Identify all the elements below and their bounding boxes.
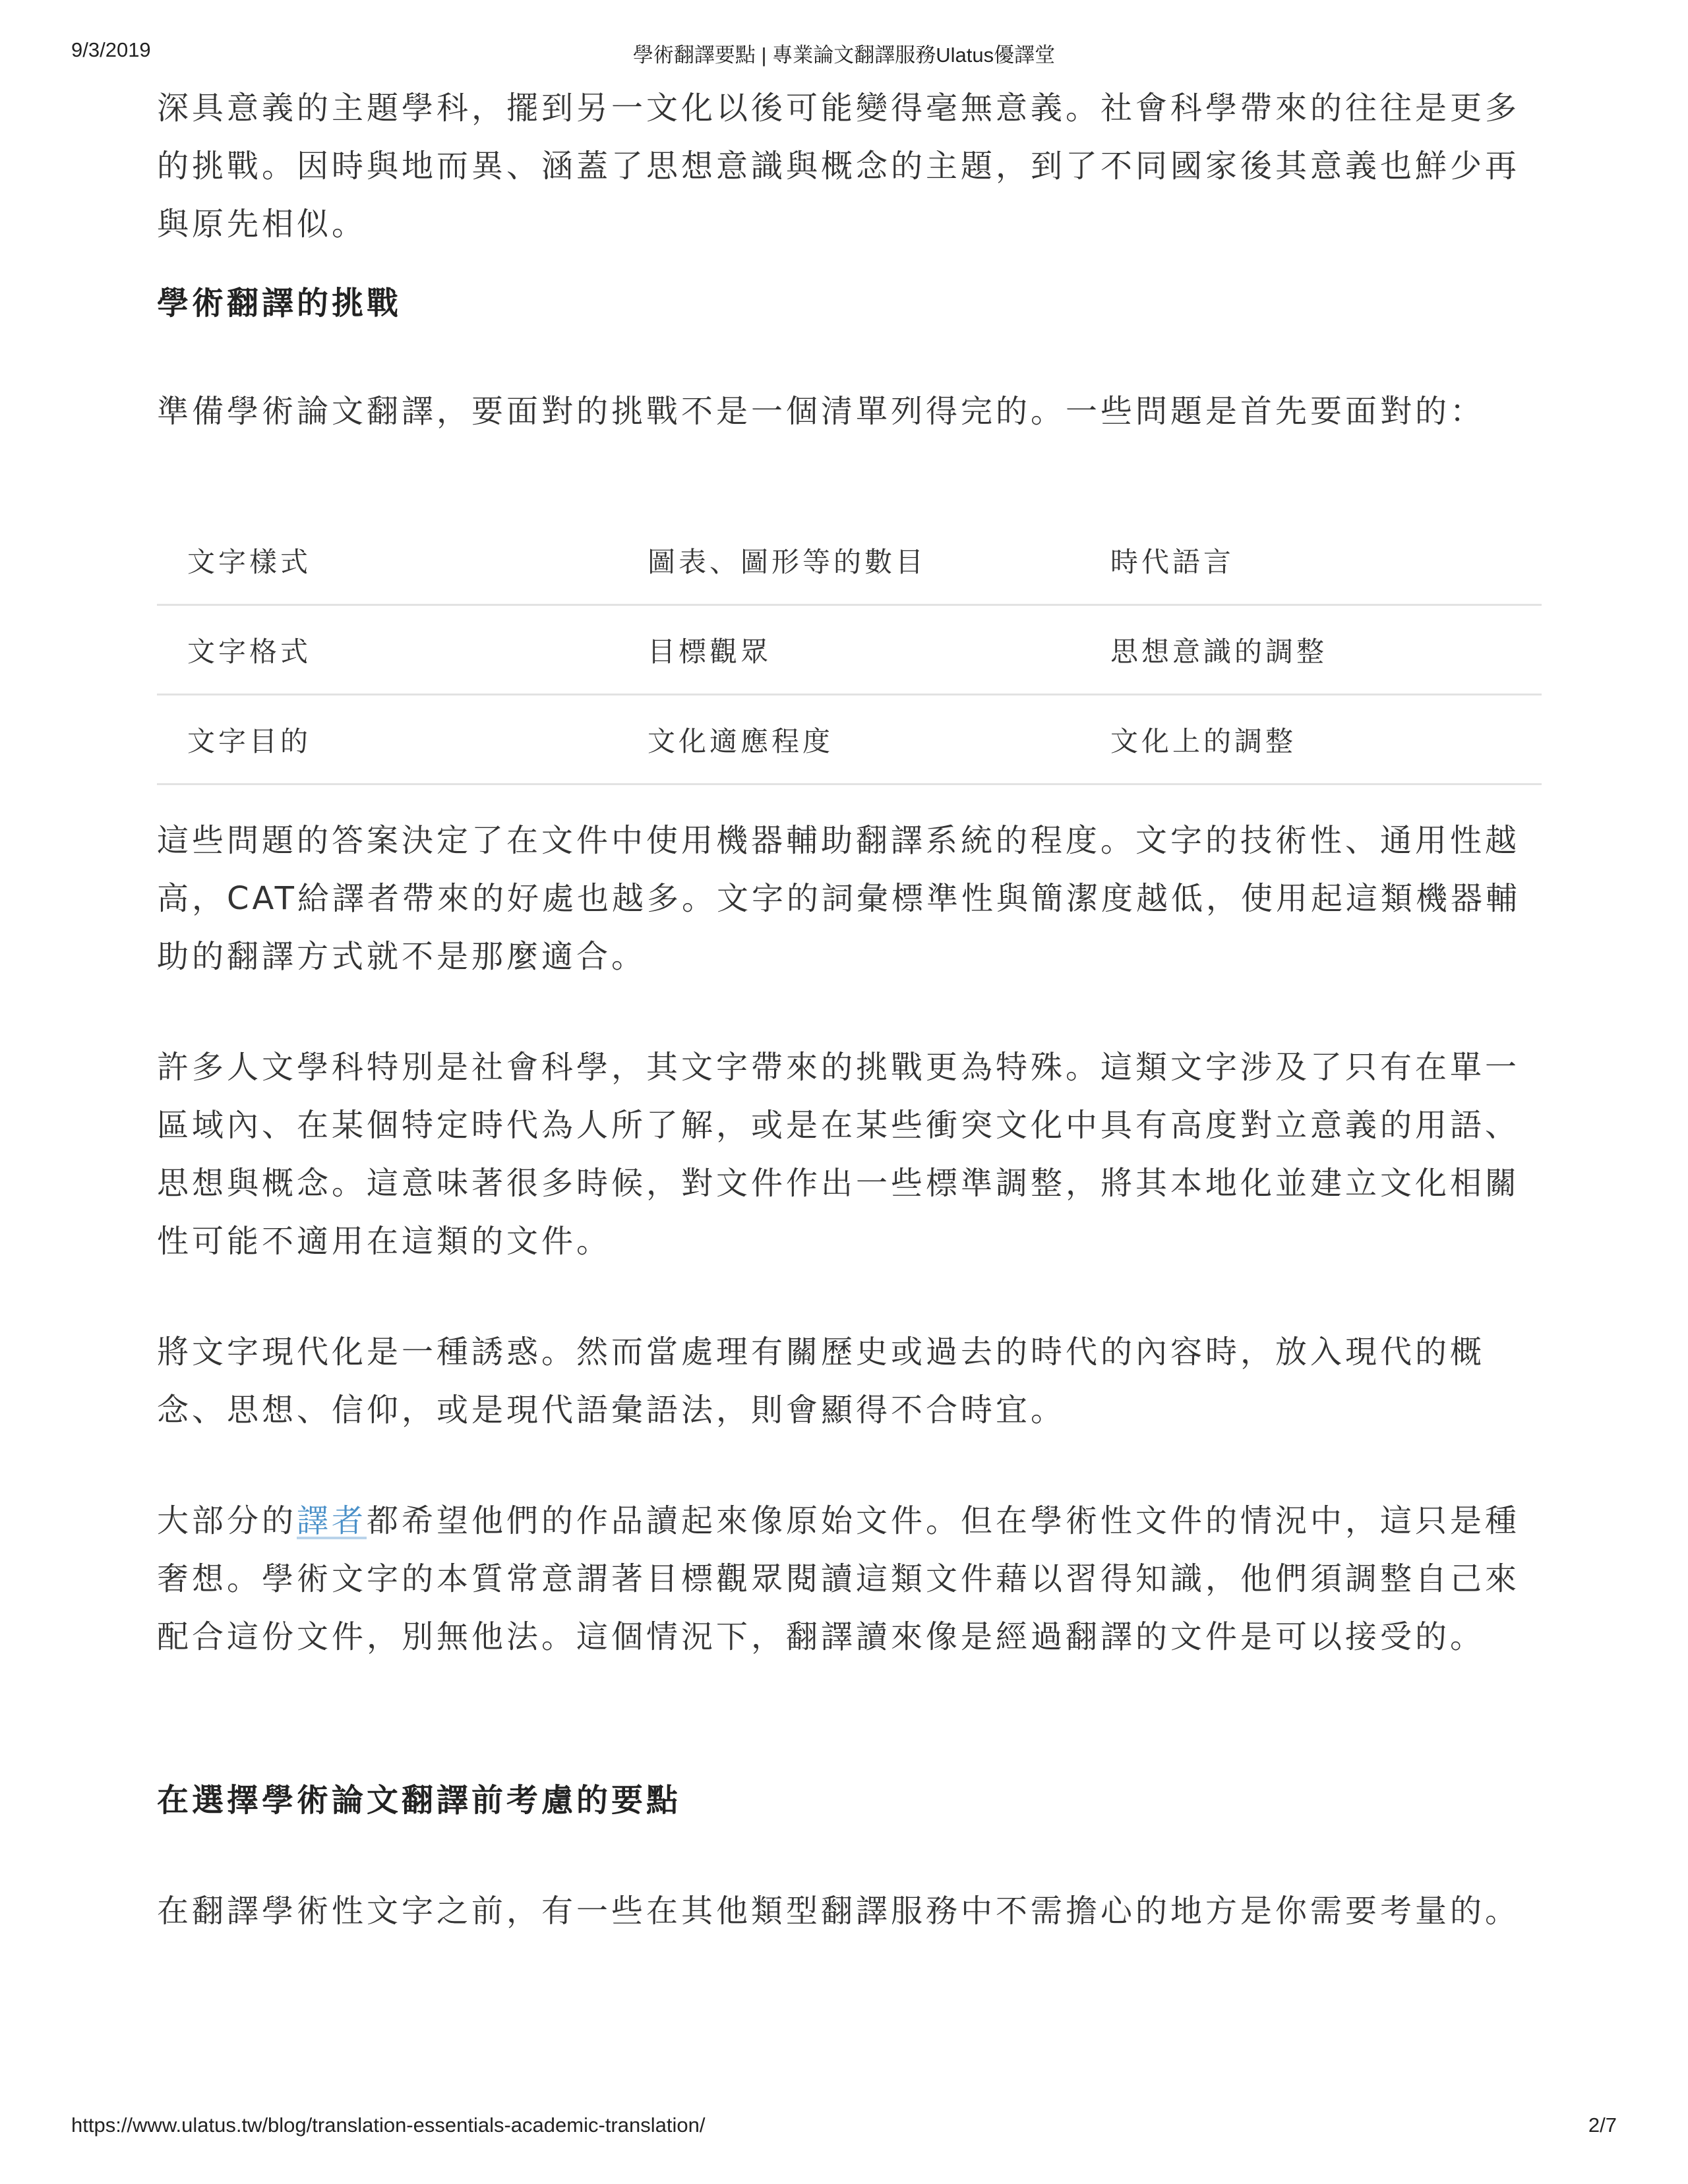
- table-cell: 時代語言: [1080, 516, 1542, 605]
- print-date: 9/3/2019: [71, 38, 151, 61]
- table-cell: 文化上的調整: [1080, 695, 1542, 784]
- humanities-paragraph: 許多人文學科特別是社會科學，其文字帶來的挑戰更為特殊。這類文字涉及了只有在單一區域內、在某個特定時代為人所了解，或是在某些衝突文化中具有高度對立意義的用語、思想與概念。這意味著很多時候，對文件作出一些標準調整，將其本地化並建立文化相關性可能不適用在這類的文件。: [157, 1049, 1521, 1260]
- print-header: [0, 38, 1688, 71]
- print-footer: [0, 2113, 1688, 2146]
- translator-link[interactable]: 譯者: [297, 1502, 367, 1539]
- table-row: [157, 605, 1542, 695]
- table-cell: 文字格式: [157, 605, 617, 695]
- document-title: 學術翻譯要點 | 專業論文翻譯服務Ulatus優譯堂: [632, 44, 1056, 67]
- table-row: [157, 695, 1542, 784]
- challenges-paragraph: 準備學術論文翻譯，要面對的挑戰不是一個清單列得完的。一些問題是首先要面對的：: [157, 393, 1486, 430]
- section-heading-challenges: 學術翻譯的挑戰: [157, 285, 402, 322]
- article-content: [157, 79, 1542, 1998]
- page-url: https://www.ulatus.tw/blog/translation-essentials-academic-translation/: [71, 2113, 706, 2137]
- translator-text-before: 大部分的: [157, 1502, 297, 1539]
- translator-paragraph: [157, 1492, 1542, 1724]
- page-number: 2/7: [1588, 2113, 1617, 2137]
- table-cell: 圖表、圖形等的數目: [617, 516, 1080, 605]
- intro-paragraph: 深具意義的主題學科，擺到另一文化以後可能變得毫無意義。社會科學帶來的往往是更多的挑戰。因時與地而異、涵蓋了思想意識與概念的主題，到了不同國家後其意義也鮮少再與原先相似。: [157, 90, 1521, 243]
- section-heading-considerations: 在選擇學術論文翻譯前考慮的要點: [157, 1782, 682, 1819]
- table-cell: 文化適應程度: [617, 695, 1080, 784]
- considerations-paragraph: 在翻譯學術性文字之前，有一些在其他類型翻譯服務中不需擔心的地方是你需要考量的。: [157, 1893, 1521, 1930]
- translator-text-after: 都希望他們的作品讀起來像原始文件。但在學術性文件的情況中，這只是種奢想。學術文字的本質常意謂著目標觀眾閱讀這類文件藉以習得知識，他們須調整自己來配合這份文件，別無他法。這個情況下，翻譯讀來像是經過翻譯的文件是可以接受的。: [157, 1502, 1521, 1655]
- table-cell: 文字樣式: [157, 516, 617, 605]
- table-cell: 目標觀眾: [617, 605, 1080, 695]
- table-cell: 思想意識的調整: [1080, 605, 1542, 695]
- cat-paragraph: 這些問題的答案決定了在文件中使用機器輔助翻譯系統的程度。文字的技術性、通用性越高，CAT給譯者帶來的好處也越多。文字的詞彙標準性與簡潔度越低，使用起這類機器輔助的翻譯方式就不是那麼適合。: [157, 822, 1521, 975]
- modernize-paragraph: 將文字現代化是一種誘惑。然而當處理有關歷史或過去的時代的內容時，放入現代的概念、思想、信仰，或是現代語彙語法，則會顯得不合時宜。: [157, 1334, 1486, 1429]
- challenges-table: [157, 516, 1542, 785]
- table-row: [157, 516, 1542, 605]
- table-cell: 文字目的: [157, 695, 617, 784]
